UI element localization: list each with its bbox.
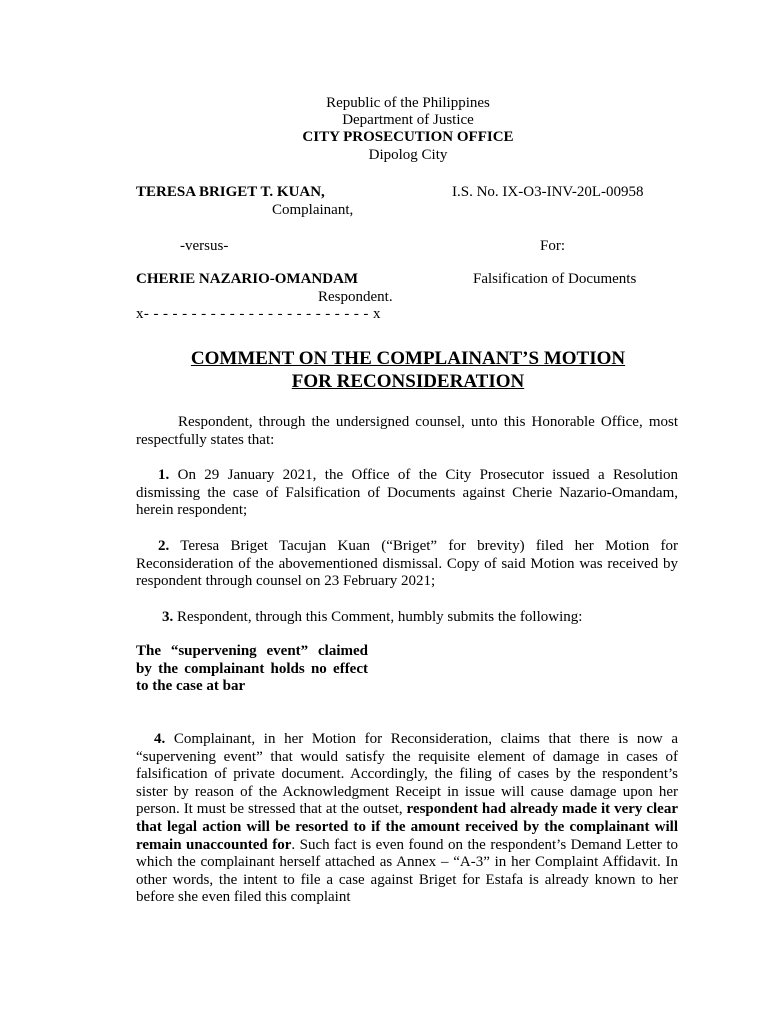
respondent-name: CHERIE NAZARIO-OMANDAM — [136, 271, 359, 287]
document-title-line1: COMMENT ON THE COMPLAINANT’S MOTION — [190, 348, 626, 369]
paragraph-3 — [136, 609, 678, 627]
paragraph-2-number: 2. — [158, 538, 170, 554]
paragraph-2 — [136, 538, 678, 591]
paragraph-3-text: Respondent, through this Comment, humbly submits the following: — [177, 609, 583, 625]
versus-label: -versus- — [180, 238, 229, 254]
offense-label: Falsification of Documents — [473, 271, 637, 287]
paragraph-3-number: 3. — [162, 609, 174, 625]
complainant-name: TERESA BRIGET T. KUAN, — [136, 184, 325, 200]
header-city: Dipolog City — [368, 147, 448, 163]
paragraph-4-text-b: . Such fact is even found on the respondent’s Demand Letter to which the complainant herself attached as Annex – “A-3” in her Complaint Affidavit. In other words, the intent to file a case against Briget for Estafa is already known to her before she even filed this complaint — [136, 836, 678, 906]
paragraph-2-text: Teresa Briget Tacujan Kuan (“Briget” for brevity) filed her Motion for Reconsideration of the abovementioned dismissal. Copy of said Motion was received by respondent through counsel on 23 February 2021; — [136, 538, 679, 590]
caption-separator: x- - - - - - - - - - - - - - - - - - - - - - - - x — [136, 306, 381, 322]
complainant-role: Complainant, — [272, 202, 354, 218]
header-republic: Republic of the Philippines — [326, 95, 490, 111]
for-label: For: — [540, 238, 566, 254]
paragraph-4-number: 4. — [154, 731, 166, 747]
paragraph-1 — [136, 467, 678, 520]
document-title-line2: FOR RECONSIDERATION — [291, 371, 525, 392]
paragraph-1-text: On 29 January 2021, the Office of the City Prosecutor issued a Resolution dismissing the case of Falsification of Documents against Cherie Nazario-Omandam, herein respondent; — [136, 467, 678, 519]
section-subheading: The “supervening event” claimed by the complainant holds no effect to the case at bar — [136, 643, 368, 695]
paragraph-1-number: 1. — [158, 467, 170, 483]
respondent-role: Respondent. — [318, 289, 393, 305]
paragraph-4 — [136, 731, 678, 907]
header-department: Department of Justice — [342, 112, 474, 128]
header-office: CITY PROSECUTION OFFICE — [302, 129, 514, 145]
case-number: I.S. No. IX-O3-INV-20L-00958 — [452, 184, 644, 200]
paragraph-4-text-bold: respondent had already made it very clear that legal action will be resorted to if the amount received by the complainant will remain unaccounted for — [136, 801, 679, 853]
paragraph-4-text-a: Complainant, in her Motion for Reconsideration, claims that there is now a “supervening event” that would satisfy the requisite element of damage in cases of falsification of private document. Accordingly, the filing of cases by the respondent’s sister by reason of the Acknowledgment Receipt in issue will cause damage upon her person. It must be stressed that at the outset, — [136, 731, 678, 818]
intro-paragraph: Respondent, through the undersigned counsel, unto this Honorable Office, most respectfully states that: — [136, 414, 678, 448]
